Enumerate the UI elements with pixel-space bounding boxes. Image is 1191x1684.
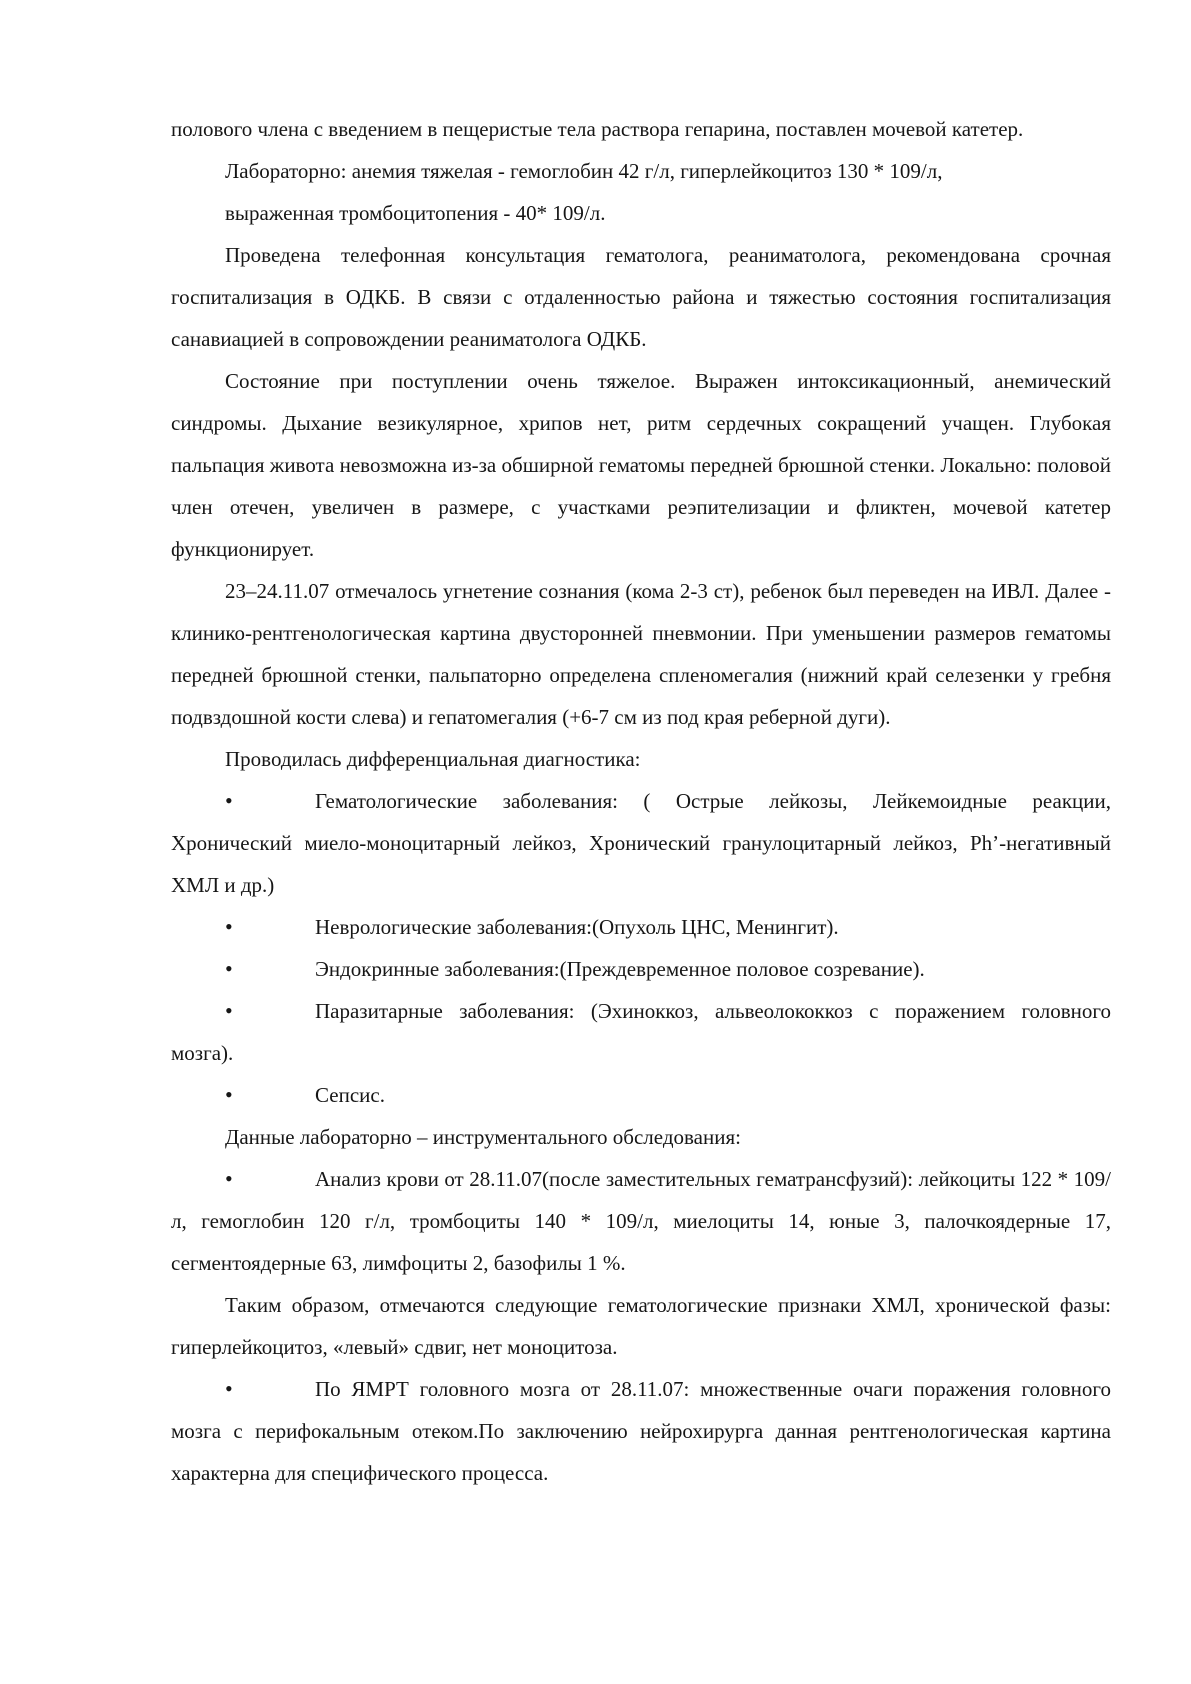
list-item-blood-test	[171, 1158, 1111, 1284]
list-item-hematological	[171, 780, 1111, 906]
paragraph-differential-heading: Проводилась дифференциальная диагностика:	[225, 747, 641, 771]
list-item-text: Неврологические заболевания:(Опухоль ЦНС, Менингит).	[315, 915, 839, 939]
list-item-sepsis	[171, 1074, 1111, 1116]
list-item-mri	[171, 1368, 1111, 1494]
bullet-icon	[225, 990, 315, 1032]
bullet-icon	[225, 906, 315, 948]
paragraph-continuation: полового члена с введением в пещеристые тела раствора гепарина, поставлен мочевой катетер.	[171, 117, 1024, 141]
paragraph-lab-data-heading: Данные лабораторно – инструментального обследования:	[225, 1125, 741, 1149]
paragraph-conclusion-cml: Таким образом, отмечаются следующие гематологические признаки ХМЛ, хронической фазы: гиперлейкоцитоз, «левый» сдвиг, нет моноцитоза.	[171, 1293, 1111, 1359]
bullet-icon	[225, 1074, 315, 1116]
list-item-text: Сепсис.	[315, 1083, 385, 1107]
bullet-icon	[225, 948, 315, 990]
paragraph-admission-state: Состояние при поступлении очень тяжелое. Выражен интоксикационный, анемический синдромы. Дыхание везикулярное, хрипов нет, ритм сердечных сокращений учащен. Глубокая пальпация живота невозможна из-за обширной гематомы передней брюшной стенки. Локально: половой член отечен, увеличен в размере, с участками реэпителизации и фликтен, мочевой катетер функционирует.	[171, 369, 1111, 561]
list-item-text: Гематологические заболевания: ( Острые лейкозы, Лейкемоидные реакции, Хронический миело-моноцитарный лейкоз, Хронический гранулоцитарный лейкоз, Ph’-негативный ХМЛ и др.)	[171, 789, 1111, 897]
bullet-icon	[225, 1158, 315, 1200]
list-item-endocrine	[171, 948, 1111, 990]
paragraph-lab-thrombocytopenia: выраженная тромбоцитопения - 40* 109/л.	[225, 201, 606, 225]
paragraph-course: 23–24.11.07 отмечалось угнетение сознания (кома 2-3 ст), ребенок был переведен на ИВЛ. Далее - клинико-рентгенологическая картина двусторонней пневмонии. При уменьшении размеров гематомы передней брюшной стенки, пальпаторно определена спленомегалия (нижний край селезенки у гребня подвздошной кости слева) и гепатомегалия (+6-7 см из под края реберной дуги).	[171, 579, 1111, 729]
document-page	[171, 108, 1111, 1494]
list-item-parasitic	[171, 990, 1111, 1074]
paragraph-consultation: Проведена телефонная консультация гематолога, реаниматолога, рекомендована срочная госпитализация в ОДКБ. В связи с отдаленностью района и тяжестью состояния госпитализация санавиацией в сопровождении реаниматолога ОДКБ.	[171, 243, 1111, 351]
paragraph-lab-anemia: Лабораторно: анемия тяжелая - гемоглобин 42 г/л, гиперлейкоцитоз 130 * 109/л,	[225, 159, 943, 183]
list-item-text: Анализ крови от 28.11.07(после заместительных гематрансфузий): лейкоциты 122 * 109/л, гемоглобин 120 г/л, тромбоциты 140 * 109/л, миелоциты 14, юные 3, палочкоядерные 17, сегментоядерные 63, лимфоциты 2, базофилы 1 %.	[171, 1167, 1111, 1275]
list-item-neurological	[171, 906, 1111, 948]
list-item-text: По ЯМРТ головного мозга от 28.11.07: множественные очаги поражения головного мозга с перифокальным отеком.По заключению нейрохирурга данная рентгенологическая картина характерна для специфического процесса.	[171, 1377, 1111, 1485]
list-item-text: Паразитарные заболевания: (Эхиноккоз, альвеолококкоз с поражением головного мозга).	[171, 999, 1111, 1065]
list-item-text: Эндокринные заболевания:(Преждевременное половое созревание).	[315, 957, 925, 981]
bullet-icon	[225, 780, 315, 822]
bullet-icon	[225, 1368, 315, 1410]
